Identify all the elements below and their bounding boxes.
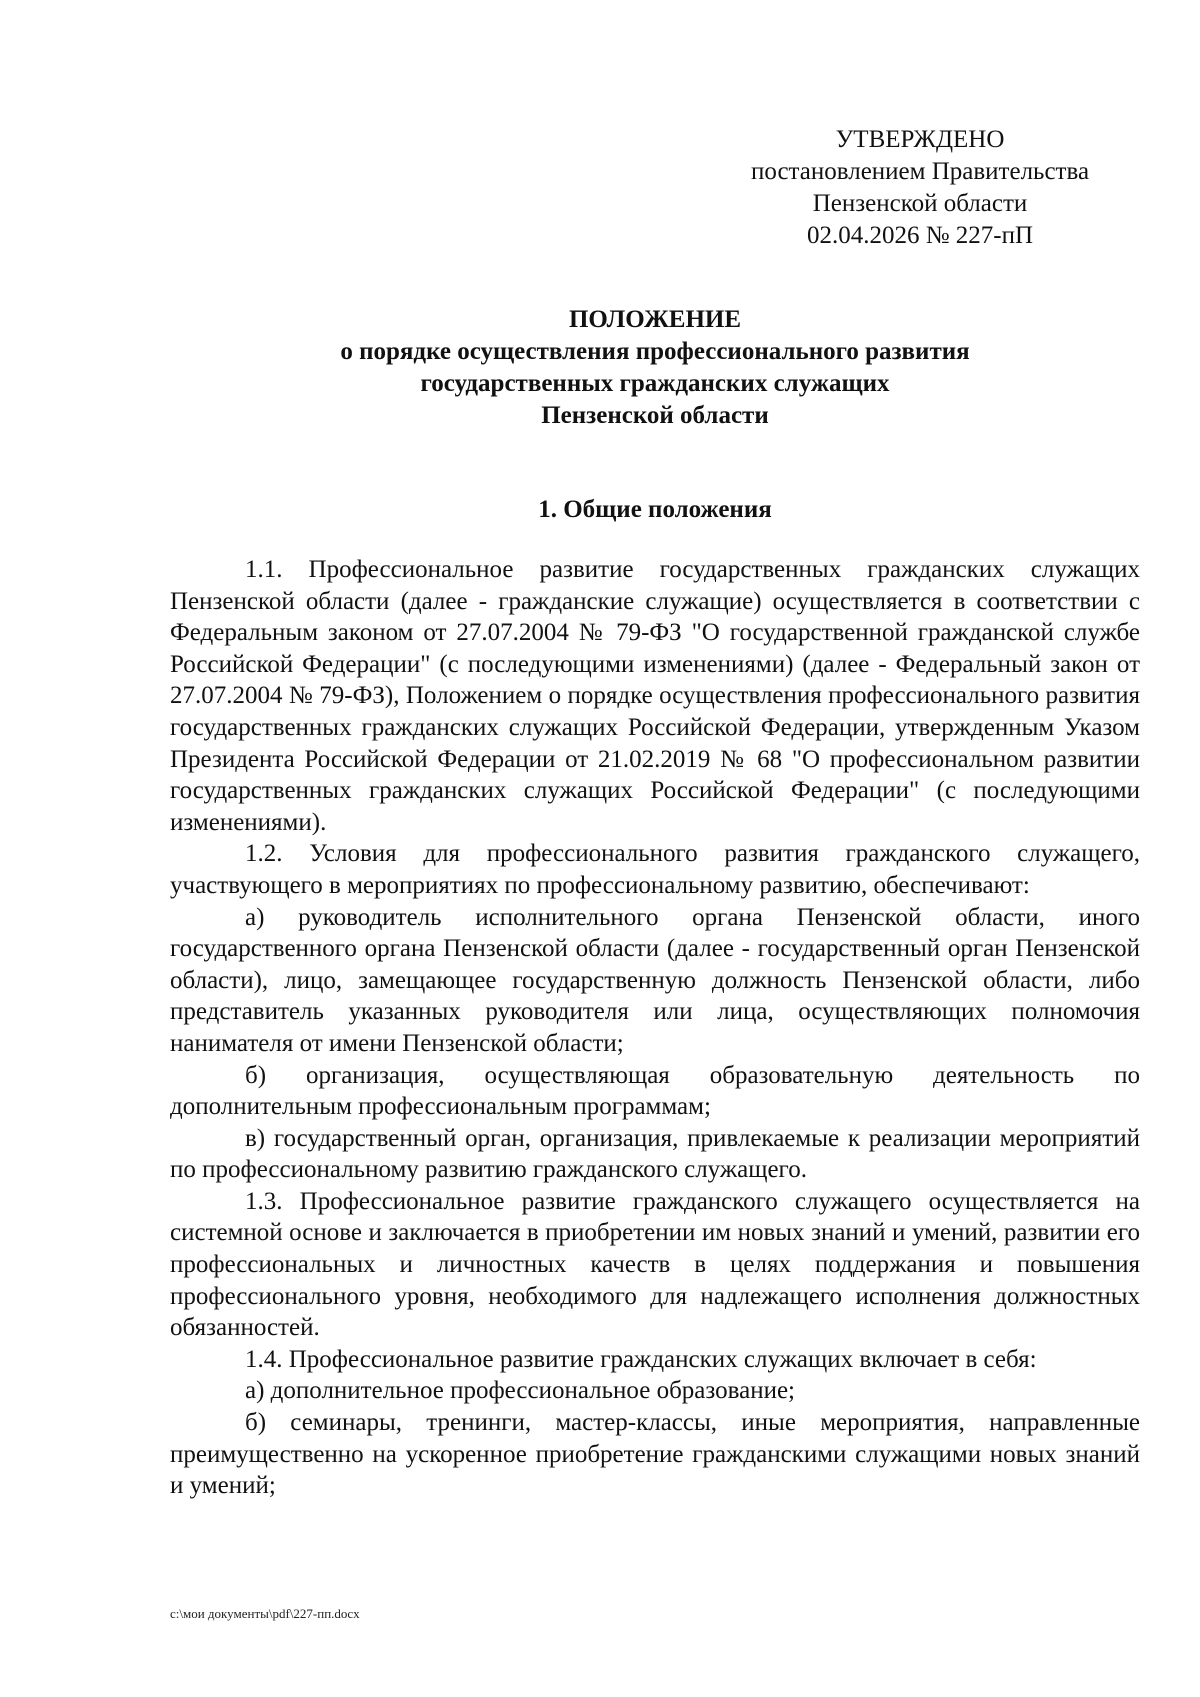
title-line-3: государственных гражданских служащих bbox=[420, 370, 890, 397]
paragraph-1-2-b: б) организация, осуществляющая образовательную деятельность по дополнительным профессиональным программам; bbox=[170, 1061, 1140, 1121]
paragraph-1-3: 1.3. Профессиональное развитие гражданского служащего осуществляется на системной основе и заключается в приобретении им новых знаний и умений, развитии его профессиональных и личностных качеств в целях поддержания и повышения профессионального уровня, необходимого для надлежащего исполнения должностных обязанностей. bbox=[170, 1187, 1140, 1342]
document-title bbox=[170, 304, 1140, 432]
footer-file-path: c:\мои документы\pdf\227-пп.docx bbox=[170, 1606, 360, 1621]
approval-line-region: Пензенской области bbox=[812, 190, 1028, 217]
approval-line-resolution: постановлением Правительства bbox=[750, 158, 1090, 185]
title-line-4: Пензенской области bbox=[541, 402, 769, 429]
paragraph-1-2-v: в) государственный орган, организация, привлекаемые к реализации мероприятий по профессиональному развитию гражданского служащего. bbox=[170, 1124, 1140, 1184]
approval-line-date-number: 02.04.2026 № 227-пП bbox=[806, 222, 1034, 249]
section-heading: 1. Общие положения bbox=[538, 496, 772, 523]
section-body bbox=[170, 554, 1140, 1502]
title-line-2: о порядке осуществления профессионального развития bbox=[340, 338, 970, 365]
paragraph-1-4-a: а) дополнительное профессиональное образование; bbox=[245, 1377, 795, 1405]
title-line-1: ПОЛОЖЕНИЕ bbox=[568, 306, 742, 333]
paragraph-1-4-b: б) семинары, тренинги, мастер-классы, иные мероприятия, направленные преимущественно на ускоренное приобретение гражданскими служащими новых знаний и умений; bbox=[170, 1409, 1140, 1500]
paragraph-1-2: 1.2. Условия для профессионального развития гражданского служащего, участвующего в мероприятиях по профессиональному развитию, обеспечивают: bbox=[170, 840, 1140, 899]
paragraph-1-1: 1.1. Профессиональное развитие государственных гражданских служащих Пензенской области (далее - гражданские служащие) осуществляется в соответствии с Федеральным законом от 27.07.2004 № 79-ФЗ "О государственной гражданской службе Российской Федерации" (с последующими изменениями) (далее - Федеральный закон от 27.07.2004 № 79-ФЗ), Положением о порядке осуществления профессионального развития государственных гражданских служащих Российской Федерации, утвержденным Указом Президента Российской Федерации от 21.02.2019 № 68 "О профессиональном развитии государственных гражданских служащих Российской Федерации" (с последующими изменениями). bbox=[170, 556, 1140, 836]
paragraph-1-4: 1.4. Профессиональное развитие гражданских служащих включает в себя: bbox=[245, 1345, 1037, 1373]
approval-stamp bbox=[700, 124, 1140, 252]
paragraph-1-2-a: а) руководитель исполнительного органа Пензенской области, иного государственного органа Пензенской области (далее - государственный орган Пензенской области), лицо, замещающее государственную должность Пензенской области, либо представитель указанных руководителя или лица, осуществляющих полномочия нанимателя от имени Пензенской области; bbox=[170, 903, 1140, 1057]
approval-line-approved: УТВЕРЖДЕНО bbox=[835, 126, 1005, 153]
